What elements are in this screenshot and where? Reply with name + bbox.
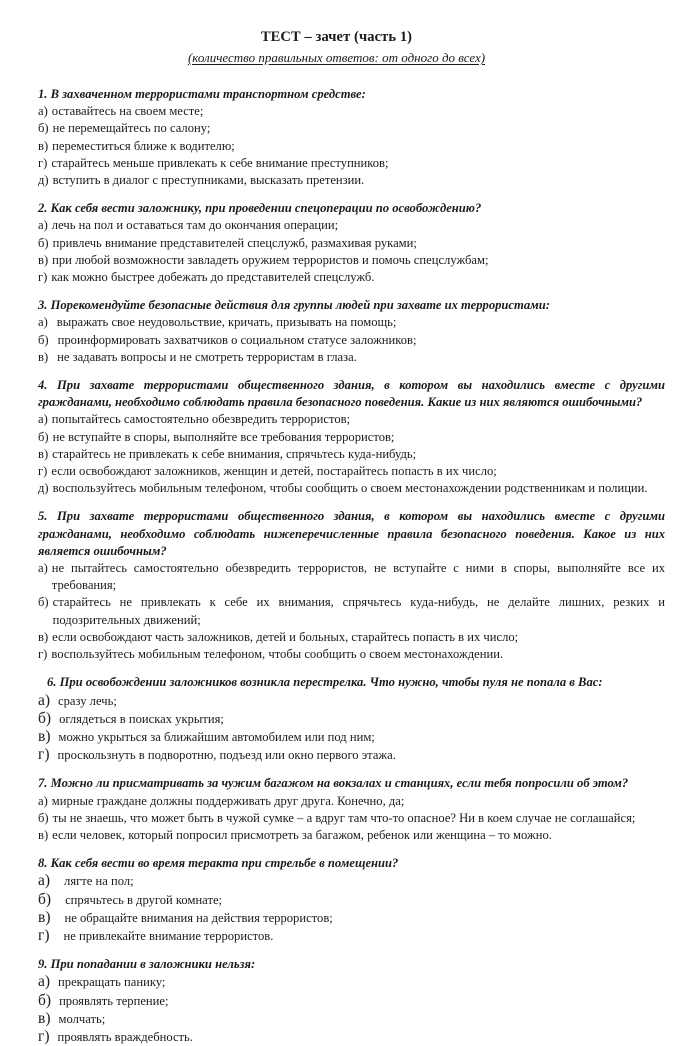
option-text: не перемещайтесь по салону; [52, 121, 211, 136]
option-text: не задавать вопросы и не смотреть террористам в глаза. [57, 349, 357, 364]
option-text: привлечь внимание представителей спецслужб, размахивая руками; [52, 235, 417, 250]
options-list-6 [38, 692, 665, 765]
option-item [38, 217, 665, 234]
option-text: спрячьтесь в другой комнате; [65, 892, 223, 907]
options-list-8 [38, 872, 665, 945]
option-marker: г) [38, 270, 48, 285]
option-item [38, 927, 665, 945]
option-item [38, 314, 665, 331]
option-marker: а) [38, 561, 48, 576]
question-header-9: 9. При попадании в заложники нельзя: [38, 957, 256, 972]
option-marker: в) [38, 908, 51, 926]
question-block-5 [38, 508, 665, 663]
option-marker: б) [38, 121, 49, 136]
option-marker: б) [38, 890, 52, 908]
option-item [38, 646, 665, 663]
option-item [38, 252, 665, 269]
option-item [38, 560, 665, 594]
option-text: проскользнуть в подворотню, подъезд или окно первого этажа. [57, 748, 396, 763]
option-marker: г) [38, 464, 48, 479]
question-block-3 [38, 297, 665, 366]
option-item [38, 480, 672, 497]
option-item [38, 463, 672, 480]
option-marker: а) [38, 315, 48, 330]
option-marker: в) [38, 1009, 51, 1027]
option-marker: а) [38, 218, 48, 233]
option-text: оглядеться в поисках укрытия; [59, 711, 224, 726]
option-marker: б) [38, 235, 49, 250]
option-item [38, 1010, 665, 1028]
option-marker: а) [38, 691, 51, 709]
option-text: старайтесь меньше привлекать к себе внимание преступников; [51, 155, 389, 170]
option-marker: а) [38, 872, 51, 890]
option-item [38, 235, 665, 252]
option-text: вступить в диалог с преступниками, высказать претензии. [52, 173, 365, 188]
question-header-1: 1. В захваченном террористами транспортном средстве: [38, 87, 366, 101]
option-text: лягте на пол; [64, 874, 134, 889]
option-item [38, 810, 672, 827]
page-title: ТЕСТ – зачет (часть 1) [260, 29, 413, 45]
option-marker: а) [38, 104, 48, 119]
option-marker: б) [38, 709, 52, 727]
option-item [38, 155, 665, 172]
option-marker: г) [38, 926, 50, 944]
option-text: проинформировать захватчиков о социальном статусе заложников; [57, 332, 417, 347]
option-item [38, 728, 665, 746]
options-list-5 [38, 560, 665, 663]
option-text: выражать свое неудовольствие, кричать, призывать на помощь; [56, 315, 397, 330]
question-header-8: 8. Как себя вести во время теракта при стрельбе в помещении? [38, 856, 399, 871]
options-list-7 [38, 793, 672, 845]
option-text: не обращайте внимания на действия террористов; [64, 910, 333, 925]
option-text: как можно быстрее добежать до представителей спецслужб. [51, 270, 375, 285]
options-list-3 [38, 314, 665, 366]
option-marker: г) [38, 647, 48, 662]
option-text: попытайтесь самостоятельно обезвредить террористов; [51, 412, 351, 427]
question-block-1 [38, 86, 665, 189]
questions-container [0, 86, 673, 1046]
options-list-2 [38, 217, 665, 286]
question-block-6 [38, 674, 665, 764]
option-item [38, 172, 665, 189]
option-item [38, 332, 665, 349]
option-item [38, 692, 665, 710]
question-block-9 [38, 956, 665, 1046]
option-marker: б) [38, 332, 49, 347]
option-marker: б) [38, 595, 49, 610]
option-marker: в) [38, 252, 49, 267]
option-text: если освобождают заложников, женщин и детей, постарайтесь попасть в их число; [51, 464, 497, 479]
option-marker: д) [38, 173, 49, 188]
document-title-block [0, 0, 673, 67]
option-marker: в) [38, 827, 49, 842]
option-text: сразу лечь; [58, 693, 117, 708]
option-marker: в) [38, 727, 51, 745]
option-text: молчать; [58, 1011, 106, 1026]
option-item [38, 793, 672, 810]
option-marker: а) [38, 412, 48, 427]
document-subtitle-text: (количество правильных ответов: от одного до всех) [187, 50, 486, 65]
option-text: не привлекайте внимание террористов. [63, 928, 274, 943]
option-item [38, 710, 665, 728]
option-text: при любой возможности завладеть оружием террористов и помочь спецслужбам; [52, 252, 489, 267]
option-marker: в) [38, 349, 49, 364]
question-header-6: 6. При освобождении заложников возникла перестрелка. Что нужно, чтобы пуля не попала в Вас: [47, 675, 603, 690]
question-block-7 [38, 775, 665, 844]
option-text: старайтесь не привлекать к себе внимания, спрячьтесь куда-нибудь; [52, 446, 417, 461]
option-text: ты не знаешь, что может быть в чужой сумке – а вдруг там что-то опасное? Ни в коем случае не соглашайся; [52, 810, 636, 825]
option-text: переместиться ближе к водителю; [52, 138, 235, 153]
option-item [38, 594, 665, 628]
option-item [38, 891, 665, 909]
option-item [38, 411, 672, 428]
option-item [38, 629, 665, 646]
option-text: прекращать панику; [58, 975, 166, 990]
option-marker: в) [38, 629, 49, 644]
document-subtitle [0, 48, 673, 67]
option-text: не вступайте в споры, выполняйте все требования террористов; [52, 429, 395, 444]
options-list-4 [38, 411, 672, 497]
option-text: не пытайтесь самостоятельно обезвредить террористов, не вступайте с ними в споры, выполняйте все их требования; [51, 561, 665, 593]
option-marker: б) [38, 991, 52, 1009]
option-item [38, 349, 665, 366]
option-text: можно укрыться за ближайшим автомобилем или под ним; [58, 729, 375, 744]
option-marker: б) [38, 429, 49, 444]
option-item [38, 827, 672, 844]
question-header-7: 7. Можно ли присматривать за чужим багажом на вокзалах и станциях, если тебя попросили об этом? [38, 776, 629, 791]
options-list-9 [38, 973, 665, 1046]
option-item [38, 138, 665, 155]
question-block-4 [38, 377, 665, 497]
option-item [38, 1028, 665, 1046]
option-marker: г) [38, 1027, 50, 1045]
option-item [38, 992, 665, 1010]
option-item [38, 909, 665, 927]
question-block-2 [38, 200, 665, 286]
option-marker: г) [38, 155, 48, 170]
option-item [38, 429, 672, 446]
option-marker: г) [38, 746, 50, 764]
option-marker: в) [38, 446, 49, 461]
question-header-5: 5. При захвате террористами общественного здания, в котором вы находились вместе с другими гражданами, необходимо соблюдать нижеперечисленные правила безопасного поведения. Какое из них является ошибочным? [38, 509, 665, 558]
question-block-8 [38, 855, 665, 945]
option-item [38, 103, 665, 120]
option-text: старайтесь не привлекать к себе их внимания, спрячьтесь куда-нибудь, не делайте лишних, резких и подозрительных движений; [52, 595, 665, 627]
question-header-2: 2. Как себя вести заложнику, при проведении спецоперации по освобождению? [38, 201, 482, 216]
option-item [38, 973, 665, 991]
option-item [38, 872, 665, 890]
option-marker: в) [38, 138, 49, 153]
option-item [38, 446, 672, 463]
option-item [38, 746, 665, 764]
option-text: мирные граждане должны поддерживать друг друга. Конечно, да; [51, 793, 405, 808]
option-marker: д) [38, 481, 49, 496]
question-header-3: 3. Порекомендуйте безопасные действия для группы людей при захвате их террористами: [38, 298, 550, 313]
option-text: оставайтесь на своем месте; [51, 104, 204, 119]
option-marker: б) [38, 810, 49, 825]
option-item [38, 120, 665, 137]
question-header-4: 4. При захвате террористами общественного здания, в котором вы находились вместе с другими гражданами, необходимо соблюдать правила безопасного поведения. Какие из них являются ошибочными? [38, 378, 665, 410]
option-marker: а) [38, 793, 48, 808]
option-item [38, 269, 665, 286]
option-text: проявлять враждебность. [57, 1029, 193, 1044]
option-marker: а) [38, 973, 51, 991]
option-text: лечь на пол и оставаться там до окончания операции; [51, 218, 339, 233]
option-text: если освобождают часть заложников, детей и больных, старайтесь попасть в их число; [52, 629, 519, 644]
option-text: если человек, который попросил присмотреть за багажом, ребенок или женщина – то можно. [52, 827, 552, 842]
option-text: проявлять терпение; [59, 993, 169, 1008]
option-text: воспользуйтесь мобильным телефоном, чтобы сообщить о своем местонахождении. [51, 647, 504, 662]
option-text: воспользуйтесь мобильным телефоном, чтобы сообщить о своем местонахождении родственникам и полиции. [52, 481, 648, 496]
options-list-1 [38, 103, 665, 189]
